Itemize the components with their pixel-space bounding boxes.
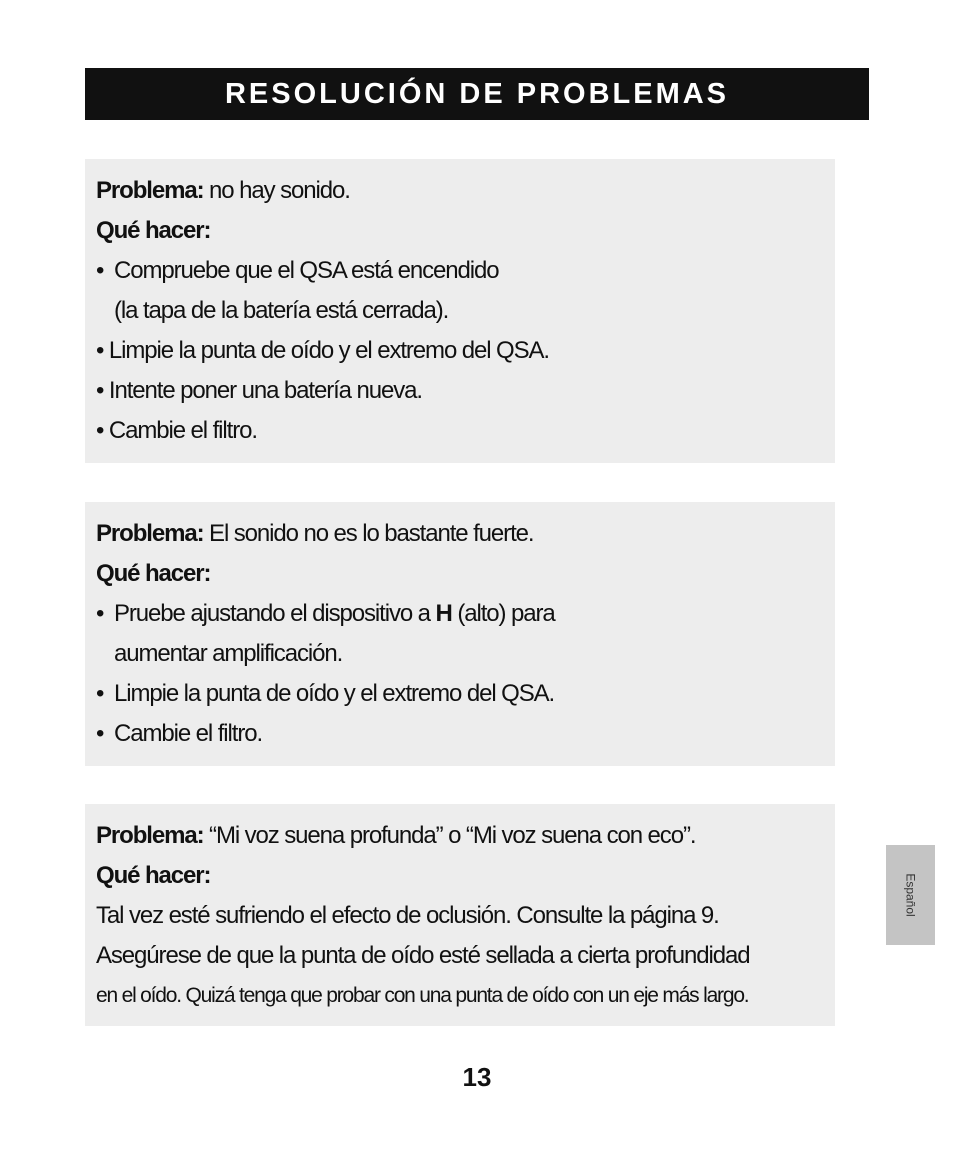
action-label: Qué hacer: <box>96 862 211 889</box>
list-item-text: Compruebe que el QSA está encendido <box>114 257 499 284</box>
action-label: Qué hacer: <box>96 560 211 587</box>
list-item <box>96 674 835 714</box>
list-item-text: Cambie el filtro. <box>108 417 257 444</box>
list-item-text: Intente poner una batería nueva. <box>108 377 422 404</box>
list-item <box>96 371 835 411</box>
action-label: Qué hacer: <box>96 217 211 244</box>
problem-label: Problema: <box>96 822 204 849</box>
list-item-text: Cambie el filtro. <box>114 720 263 747</box>
list-item <box>96 251 835 291</box>
list-item <box>96 331 835 371</box>
bullet-icon: • <box>96 377 104 404</box>
bullet-icon: • <box>96 600 104 627</box>
bullet-icon: • <box>96 680 104 707</box>
section-header <box>85 68 869 120</box>
problem-text: El sonido no es lo bastante fuerte. <box>209 520 534 547</box>
bullet-icon: • <box>96 337 104 364</box>
list-item-continuation: (la tapa de la batería está cerrada). <box>114 297 449 324</box>
problem-box-2 <box>85 502 835 766</box>
list-item-continuation: aumentar amplificación. <box>114 640 343 667</box>
problem-label: Problema: <box>96 177 204 204</box>
problem-box-1 <box>85 159 835 463</box>
problem-label: Problema: <box>96 520 204 547</box>
bullet-icon: • <box>96 720 104 747</box>
problem-line <box>96 816 835 856</box>
list-item-text: Limpie la punta de oído y el extremo del QSA. <box>114 680 555 707</box>
bullet-icon: • <box>96 257 104 284</box>
list-item-text: Limpie la punta de oído y el extremo del QSA. <box>108 337 550 364</box>
list-item <box>96 411 835 451</box>
problem-text: “Mi voz suena profunda” o “Mi voz suena con eco”. <box>209 822 696 849</box>
page-number: 13 <box>462 1062 492 1092</box>
language-tab <box>886 845 935 945</box>
problem-line <box>96 171 835 211</box>
section-title: RESOLUCIÓN DE PROBLEMAS <box>224 77 730 110</box>
paragraph-line: en el oído. Quizá tenga que probar con una punta de oído con un eje más largo. <box>96 984 749 1007</box>
problem-text: no hay sonido. <box>209 177 350 204</box>
language-tab-label: Español <box>903 873 918 917</box>
paragraph-line: Asegúrese de que la punta de oído esté sellada a cierta profundidad <box>96 942 750 969</box>
list-item <box>96 594 835 634</box>
list-item-text: Pruebe ajustando el dispositivo a <box>114 600 430 627</box>
list-item-text: (alto) para <box>457 600 555 627</box>
bullet-icon: • <box>96 417 104 444</box>
list-item <box>96 714 835 754</box>
problem-line <box>96 514 835 554</box>
paragraph-line: Tal vez esté sufriendo el efecto de oclusión. Consulte la página 9. <box>96 902 719 929</box>
problem-box-3 <box>85 804 835 1026</box>
setting-high-label: H <box>435 600 452 627</box>
